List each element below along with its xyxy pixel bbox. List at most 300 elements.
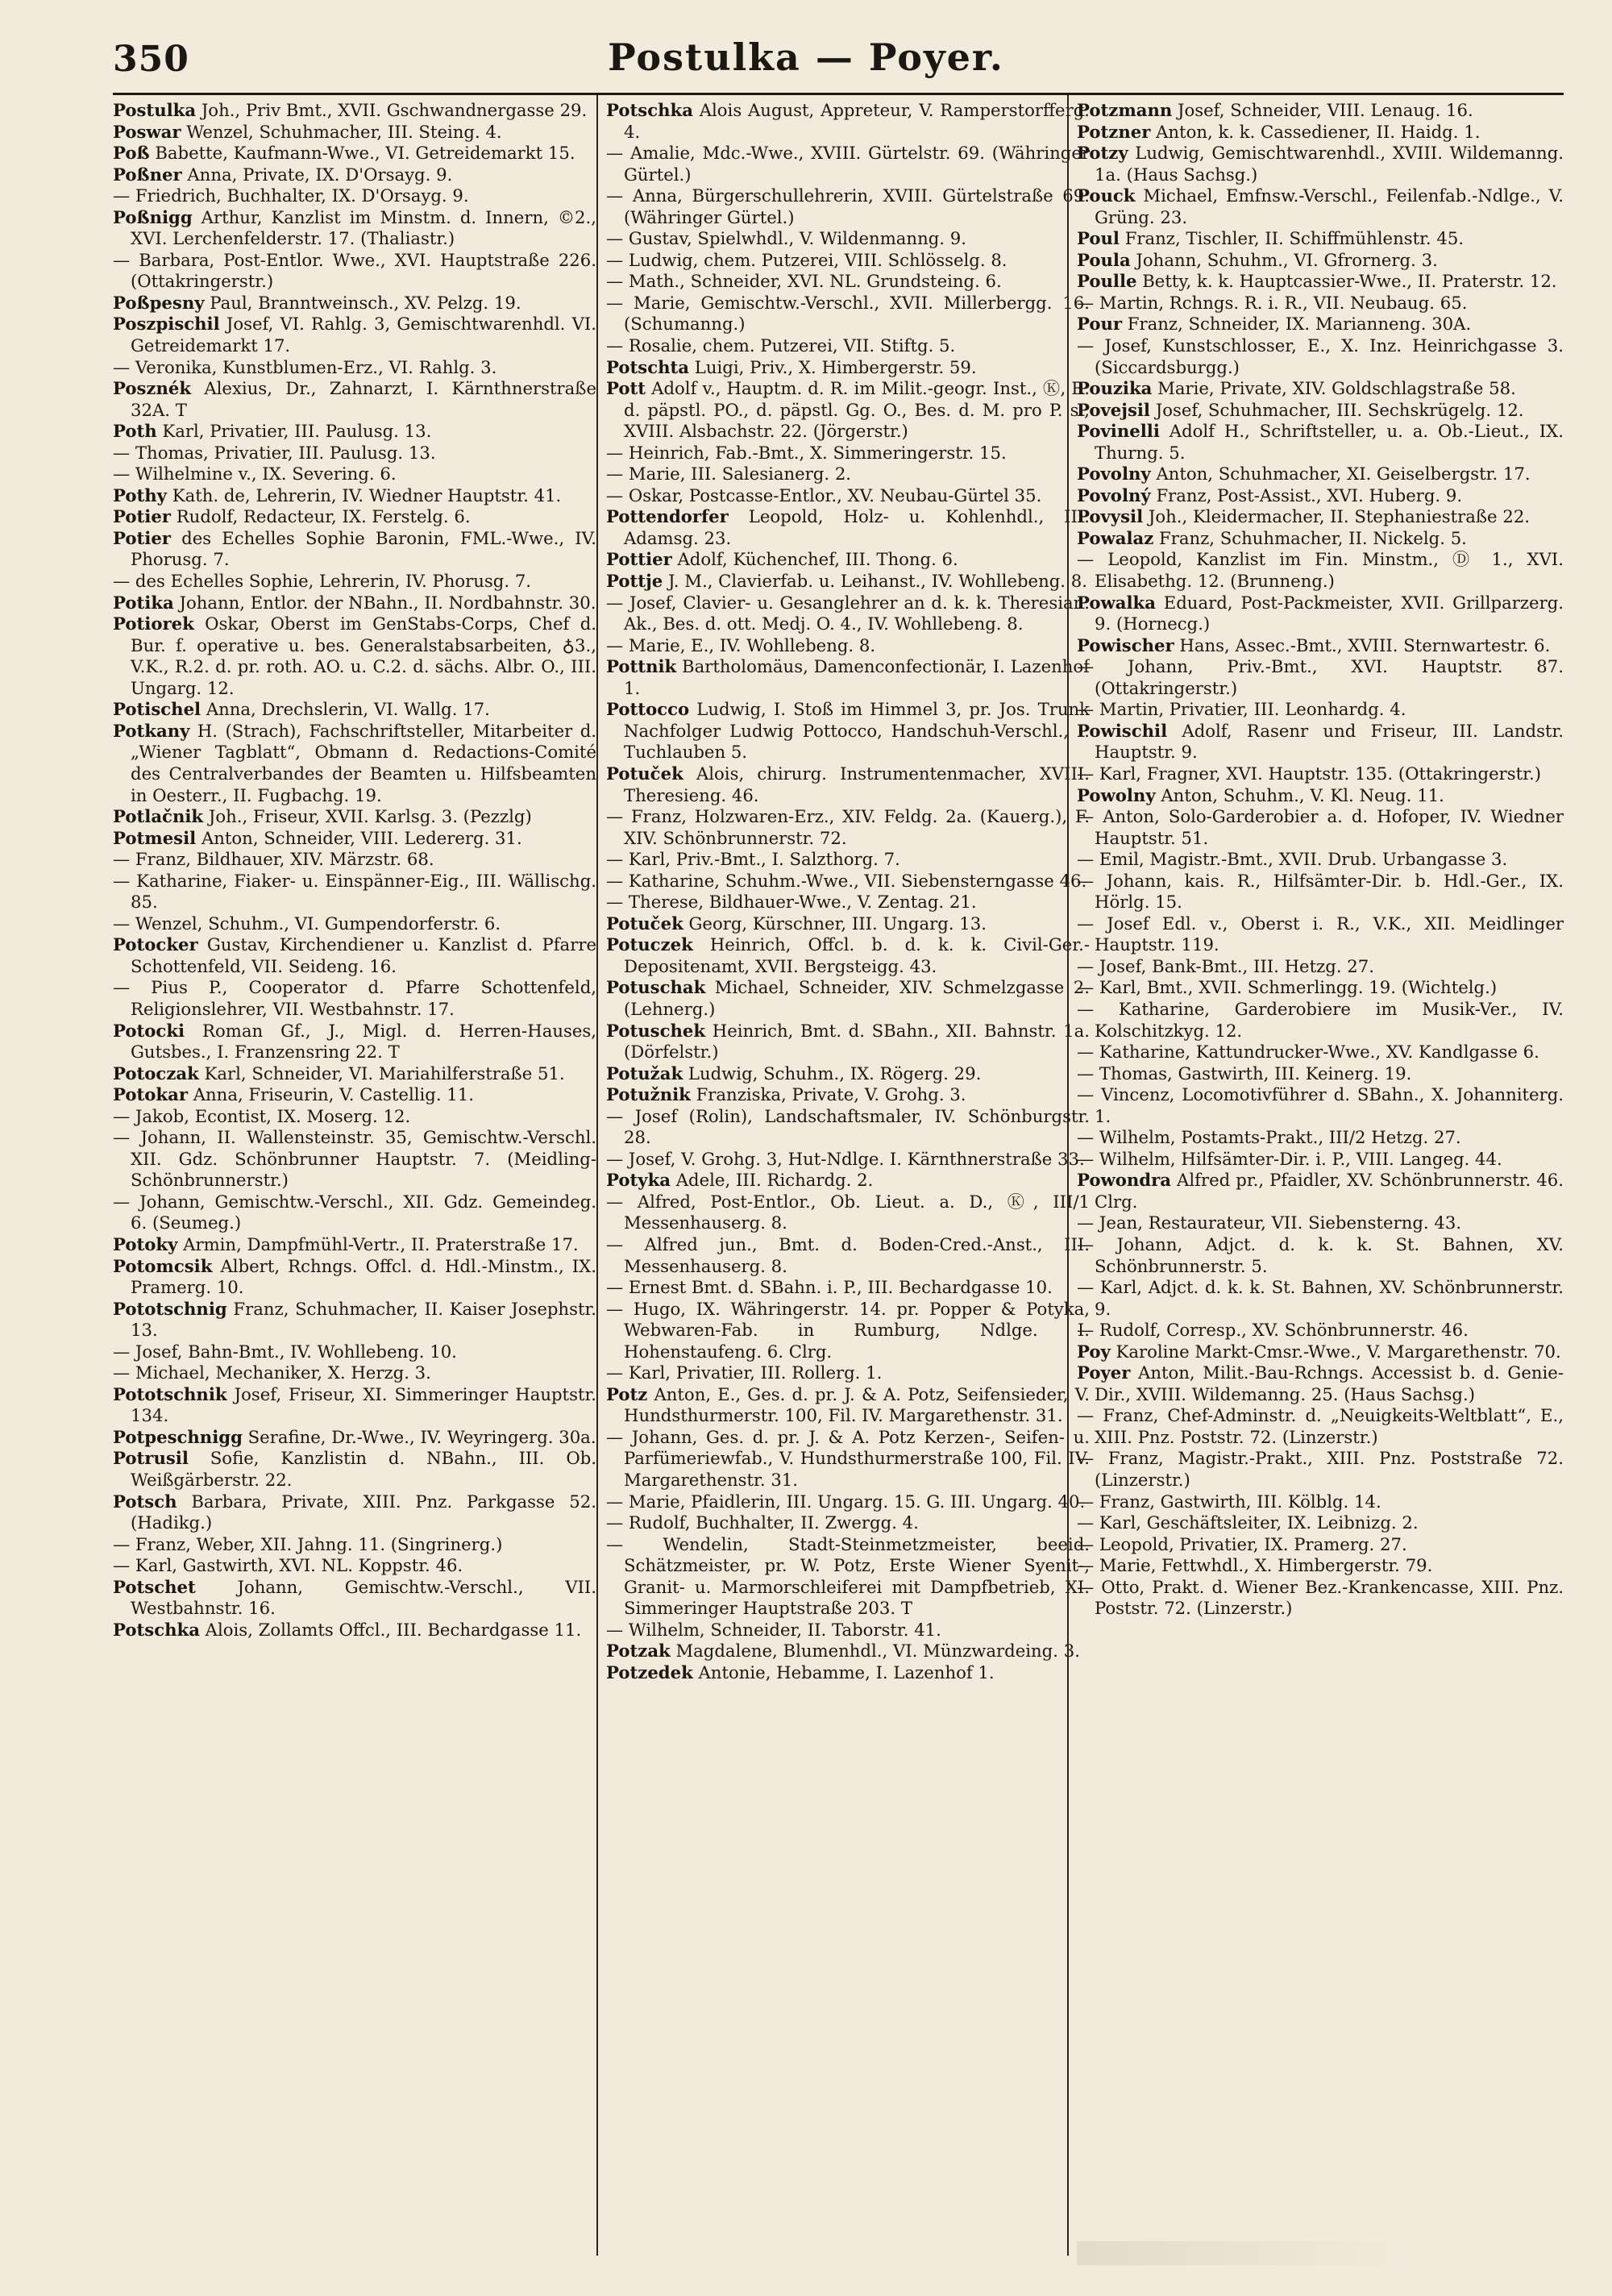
entry-details: Anton, Schneider, VIII. Ledererg. 31. <box>196 827 522 848</box>
directory-entry <box>113 506 596 528</box>
directory-entry <box>113 122 596 144</box>
entry-details: — Leopold, Kanzlist im Fin. Minstm., Ⓓ 1., XVI. Elisabethg. 12. (Brunneng.) <box>1077 549 1564 592</box>
entry-details: Georg, Kürschner, III. Ungarg. 13. <box>683 913 987 934</box>
entry-details: Luigi, Priv., X. Himbergerstr. 59. <box>689 356 977 377</box>
entry-details: Michael, Emfnsw.-Verschl., Feilenfab.-Ndlge., V. Grüng. 23. <box>1095 185 1564 227</box>
entry-surname: Powolny <box>1077 784 1156 805</box>
entry-details: — Hugo, IX. Währingerstr. 14. pr. Popper & Potyka, Webwaren-Fab. in Rumburg, Ndlge. I. Hohenstaufeng. 6. Clrg. <box>606 1298 1090 1362</box>
entry-details: Alois, chirurg. Instrumentenmacher, XVIII. Theresieng. 46. <box>624 763 1090 805</box>
directory-entry <box>606 1277 1090 1299</box>
directory-entry <box>606 593 1090 635</box>
entry-details: — Pius P., Cooperator d. Pfarre Schottenfeld, Religionslehrer, VII. Westbahnstr. 17. <box>113 977 596 1019</box>
entry-surname: Potschta <box>606 356 690 377</box>
entry-details: — Karl, Bmt., XVII. Schmerlingg. 19. (Wichtelg.) <box>1077 977 1498 998</box>
directory-entry <box>606 1234 1090 1277</box>
entry-details: — Franz, Weber, XII. Jahng. 11. (Singrinerg.) <box>113 1533 503 1554</box>
directory-entry <box>606 892 1090 913</box>
entry-details: — Katharine, Fiaker- u. Einspänner-Eig., III. Wällischg. 85. <box>113 870 596 913</box>
entry-details: Alois, Zollamts Offcl., III. Bechardgasse 11. <box>199 1619 582 1640</box>
entry-surname: Potuček <box>606 913 683 934</box>
directory-entry <box>113 1341 596 1363</box>
directory-entry <box>113 143 596 164</box>
directory-entry <box>113 1084 596 1106</box>
directory-entry <box>606 977 1090 1020</box>
directory-entry <box>113 1127 596 1192</box>
entry-surname: Potlačnik <box>113 806 204 827</box>
directory-entry <box>1077 185 1564 228</box>
entry-surname: Poth <box>113 421 157 442</box>
directory-entry <box>113 250 596 293</box>
directory-entry <box>1077 506 1564 528</box>
entry-details: — Rudolf, Corresp., XV. Schönbrunnerstr. 46. <box>1077 1320 1469 1341</box>
entry-surname: Pottendorfer <box>606 506 729 527</box>
entry-details: Ludwig, Gemischtwarenhdl., XVIII. Wildemanng. 1a. (Haus Sachsg.) <box>1095 143 1564 185</box>
directory-entry <box>606 357 1090 379</box>
entry-details: — Wenzel, Schuhm., VI. Gumpendorferstr. 6. <box>113 913 501 934</box>
directory-entry <box>1077 378 1564 400</box>
entry-surname: Powischer <box>1077 634 1174 655</box>
entry-details: Anna, Private, IX. D'Orsayg. 9. <box>181 164 453 185</box>
directory-entry <box>1077 314 1564 335</box>
entry-details: — Rudolf, Buchhalter, II. Zwergg. 4. <box>606 1512 919 1533</box>
entry-surname: Poß <box>113 143 150 164</box>
directory-entry <box>1077 271 1564 293</box>
entry-details: Rudolf, Redacteur, IX. Ferstelg. 6. <box>170 506 471 527</box>
entry-surname: Potika <box>113 592 174 613</box>
entry-details: Alexius, Dr., Zahnarzt, I. Kärnthnerstraße 32A. T <box>131 378 596 420</box>
entry-details: — Karl, Privatier, III. Rollerg. 1. <box>606 1362 883 1383</box>
entry-details: Johann, Gemischtw.-Verschl., VII. Westbahnstr. 16. <box>131 1576 596 1619</box>
entry-details: Wenzel, Schuhmacher, III. Steing. 4. <box>181 121 502 142</box>
directory-entry <box>1077 1170 1564 1212</box>
directory-entry <box>606 185 1090 228</box>
entry-details: — Josef, Bank-Bmt., III. Hetzg. 27. <box>1077 955 1374 976</box>
entry-details: Adolf, Rasenr und Friseur, III. Landstr. Hauptstr. 9. <box>1095 720 1564 763</box>
directory-entry <box>1077 721 1564 763</box>
directory-entry <box>606 934 1090 977</box>
directory-entry <box>1077 100 1564 122</box>
directory-entry <box>1077 421 1564 464</box>
entry-details: — Josef, Bahn-Bmt., IV. Wohllebeng. 10. <box>113 1341 457 1362</box>
entry-surname: Potmesil <box>113 827 197 848</box>
directory-entry <box>113 1534 596 1556</box>
directory-entry <box>606 549 1090 571</box>
entry-surname: Potužak <box>606 1063 683 1084</box>
entry-details: — Heinrich, Fab.-Bmt., X. Simmeringerstr. 15. <box>606 442 1007 463</box>
entry-details: Albert, Rchngs. Offcl. d. Hdl.-Minstm., IX. Pramerg. 10. <box>131 1255 596 1298</box>
header-rule <box>113 93 1564 95</box>
directory-entry <box>113 164 596 186</box>
entry-details: Johann, Schuhm., VI. Gfrornerg. 3. <box>1130 249 1438 270</box>
entry-surname: Poßpesny <box>113 292 205 313</box>
directory-entry <box>1077 956 1564 978</box>
entry-details: Anton, Milit.-Bau-Rchngs. Accessist b. d. Genie-Dir., XVIII. Wildemanng. 25. (Haus Sachsg.) <box>1095 1362 1564 1404</box>
directory-entry <box>606 1084 1090 1106</box>
entry-details: Anton, Schuhm., V. Kl. Neug. 11. <box>1155 784 1444 805</box>
directory-entry <box>606 443 1090 464</box>
entry-details: Josef, Schuhmacher, III. Sechskrügelg. 12. <box>1149 399 1524 420</box>
directory-entry <box>1077 806 1564 849</box>
entry-surname: Potsch <box>113 1491 177 1512</box>
entry-details: Joh., Priv Bmt., XVII. Gschwandnergasse 29. <box>196 100 588 120</box>
entry-surname: Povolny <box>1077 464 1151 485</box>
entry-surname: Potrusil <box>113 1448 189 1469</box>
entry-details: — Thomas, Gastwirth, III. Keinerg. 19. <box>1077 1063 1412 1084</box>
entry-details: — Josef, V. Grohg. 3, Hut-Ndlge. I. Kärnthnerstraße 33. <box>606 1148 1085 1169</box>
directory-entry <box>113 593 596 614</box>
entry-details: Gustav, Kirchendiener u. Kanzlist d. Pfarre Schottenfeld, VII. Seideng. 16. <box>131 934 596 976</box>
entry-details: — Martin, Privatier, III. Leonhardg. 4. <box>1077 699 1406 720</box>
entry-surname: Potier <box>113 506 171 527</box>
column-divider-1 <box>596 95 598 2256</box>
page-title: Postulka — Poyer. <box>608 35 1004 79</box>
entry-details: — Josef Edl. v., Oberst i. R., V.K., XII. Meidlinger Hauptstr. 119. <box>1077 913 1564 955</box>
directory-entry <box>606 571 1090 593</box>
entry-surname: Potoczak <box>113 1063 199 1084</box>
entry-details: Marie, Private, XIV. Goldschlagstraße 58. <box>1152 378 1516 399</box>
directory-entry <box>113 357 596 379</box>
entry-details: — Katharine, Kattundrucker-Wwe., XV. Kandlgasse 6. <box>1077 1042 1539 1063</box>
entry-surname: Potuschak <box>606 977 706 998</box>
column-2 <box>606 100 1090 2236</box>
entry-details: Karl, Privatier, III. Paulusg. 13. <box>156 421 432 442</box>
entry-details: Antonie, Hebamme, I. Lazenhof 1. <box>692 1662 995 1682</box>
directory-entry <box>606 1106 1090 1149</box>
entry-details: Anna, Drechslerin, VI. Wallg. 17. <box>201 699 490 720</box>
entry-details: Arthur, Kanzlist im Minstm. d. Innern, ©2., XVI. Lerchenfelderstr. 17. (Thaliastr.) <box>131 206 596 249</box>
entry-details: Alfred pr., Pfaidler, XV. Schönbrunnerstr. 46. Clrg. <box>1095 1170 1564 1212</box>
entry-details: Babette, Kaufmann-Wwe., VI. Getreidemarkt 15. <box>149 143 575 164</box>
directory-entry <box>606 293 1090 335</box>
entry-details: Joh., Friseur, XVII. Karlsg. 3. (Pezzlg) <box>203 806 532 827</box>
entry-details: — Rosalie, chem. Putzerei, VII. Stiftg. 5. <box>606 335 956 356</box>
directory-entry <box>113 314 596 356</box>
entry-details: Adolf, Küchenchef, III. Thong. 6. <box>671 549 958 570</box>
entry-surname: Poula <box>1077 249 1131 270</box>
entry-surname: Potz <box>606 1383 648 1404</box>
entry-surname: Potschet <box>113 1576 196 1597</box>
directory-entry <box>113 828 596 850</box>
entry-details: — Jakob, Econtist, IX. Moserg. 12. <box>113 1105 411 1126</box>
entry-details: Franziska, Private, V. Grohg. 3. <box>690 1084 966 1105</box>
entry-details: — Veronika, Kunstblumen-Erz., VI. Rahlg. 3. <box>113 356 497 377</box>
entry-surname: Poßnigg <box>113 206 193 227</box>
entry-surname: Potischel <box>113 699 202 720</box>
entry-surname: Potier <box>113 527 171 548</box>
directory-entry <box>113 485 596 507</box>
entry-surname: Poulle <box>1077 271 1137 292</box>
directory-entry <box>606 635 1090 657</box>
entry-surname: Povejsil <box>1077 399 1150 420</box>
directory-entry <box>1077 1555 1564 1577</box>
directory-entry <box>606 1491 1090 1513</box>
directory-entry <box>113 443 596 464</box>
directory-entry <box>1077 335 1564 378</box>
directory-entry <box>1077 549 1564 592</box>
entry-details: Alois August, Appreteur, V. Ramperstorfferg. 4. <box>624 100 1090 142</box>
entry-surname: Potzmann <box>1077 100 1173 120</box>
entry-details: Josef, Friseur, XI. Simmeringer Hauptstr. 134. <box>131 1383 596 1426</box>
directory-entry <box>1077 977 1564 999</box>
entry-details: Serafine, Dr.-Wwe., IV. Weyringerg. 30a. <box>242 1426 596 1447</box>
entry-surname: Pottier <box>606 549 672 570</box>
directory-entry <box>1077 1491 1564 1513</box>
directory-entry <box>113 1384 596 1427</box>
directory-entry <box>1077 849 1564 871</box>
entry-surname: Potyka <box>606 1170 671 1191</box>
directory-entry <box>1077 528 1564 550</box>
entry-details: — Franz, Chef-Adminstr. d. „Neuigkeits-Weltblatt“, E., XIII. Pnz. Poststr. 72. (Linzerstr.) <box>1077 1405 1564 1447</box>
directory-entry <box>113 1620 596 1641</box>
directory-entry <box>606 1362 1090 1384</box>
entry-surname: Pour <box>1077 314 1123 335</box>
directory-entry <box>1077 1341 1564 1363</box>
directory-entry <box>606 871 1090 892</box>
entry-surname: Povolný <box>1077 485 1151 505</box>
entry-details: — des Echelles Sophie, Lehrerin, IV. Phorusg. 7. <box>113 571 532 592</box>
entry-details: Ludwig, Schuhm., IX. Rögerg. 29. <box>683 1063 982 1084</box>
entry-details: H. (Strach), Fachschriftsteller, Mitarbeiter d. „Wiener Tagblatt“, Obmann d. Redactions-Comité des Centralverbandes der Beamten u. Hilfsbeamten in Oesterr., II. Fugbachg. 19. <box>131 720 596 805</box>
entry-surname: Pototschnig <box>113 1298 227 1319</box>
entry-details: — Oskar, Postcasse-Entlor., XV. Neubau-Gürtel 35. <box>606 485 1042 505</box>
page-number: 350 <box>113 39 189 80</box>
entry-details: — Ludwig, chem. Putzerei, VIII. Schlösselg. 8. <box>606 249 1008 270</box>
directory-entry <box>1077 143 1564 185</box>
entry-details: — Leopold, Privatier, IX. Pramerg. 27. <box>1077 1533 1407 1554</box>
entry-surname: Poy <box>1077 1341 1111 1362</box>
directory-entry <box>606 271 1090 293</box>
directory-entry <box>1077 999 1564 1042</box>
entry-surname: Poswar <box>113 121 181 142</box>
entry-details: Roman Gf., J., Migl. d. Herren-Hauses, Gutsbes., I. Franzensring 22. T <box>131 1020 596 1063</box>
entry-surname: Potuschek <box>606 1020 706 1041</box>
entry-surname: Pottje <box>606 571 663 592</box>
directory-entry <box>606 913 1090 935</box>
entry-surname: Potzner <box>1077 121 1151 142</box>
directory-entry <box>113 207 596 250</box>
entry-details: Armin, Dampfmühl-Vertr., II. Praterstraße 17. <box>177 1233 579 1254</box>
entry-surname: Potzedek <box>606 1662 693 1682</box>
entry-surname: Potocker <box>113 934 198 955</box>
directory-entry <box>606 656 1090 699</box>
directory-entry <box>606 1299 1090 1363</box>
column-divider-2 <box>1067 95 1069 2256</box>
entry-details: — Math., Schneider, XVI. NL. Grundsteing. 6. <box>606 271 1002 292</box>
entry-surname: Povysil <box>1077 506 1144 527</box>
entry-details: — Johann, Adjct. d. k. k. St. Bahnen, XV. Schönbrunnerstr. 5. <box>1077 1233 1564 1276</box>
directory-entry <box>113 571 596 593</box>
directory-entry <box>113 1448 596 1491</box>
directory-entry <box>1077 400 1564 422</box>
directory-entry <box>113 528 596 571</box>
entry-details: Bartholomäus, Damenconfectionär, I. Lazenhof 1. <box>624 656 1090 698</box>
directory-entry <box>1077 1277 1564 1320</box>
entry-details: Josef, VI. Rahlg. 3, Gemischtwarenhdl. VI. Getreidemarkt 17. <box>131 314 596 356</box>
entry-surname: Poul <box>1077 228 1120 249</box>
entry-surname: Pott <box>606 378 646 399</box>
directory-entry <box>113 1021 596 1063</box>
directory-entry <box>113 806 596 828</box>
entry-details: — Karl, Priv.-Bmt., I. Salzthorg. 7. <box>606 849 900 870</box>
entry-details: Leopold, Holz- u. Kohlenhdl., III. Adamsg. 23. <box>624 506 1090 548</box>
entry-surname: Pottnik <box>606 656 677 677</box>
entry-details: Adolf v., Hauptm. d. R. im Milit.-geogr. Inst., Ⓚ, R. d. päpstl. PO., d. päpstl. Gg. O., Bes. d. M. pro P. s., XVIII. Alsbachstr. 22. (Jörgerstr.) <box>624 378 1090 442</box>
entry-details: Kath. de, Lehrerin, IV. Wiedner Hauptstr. 41. <box>167 485 562 505</box>
entry-details: Magdalene, Blumenhdl., VI. Münzwardeing. 3. <box>670 1641 1080 1662</box>
entry-details: — Therese, Bildhauer-Wwe., V. Zentag. 21. <box>606 892 977 913</box>
directory-entry <box>113 1299 596 1341</box>
directory-entry <box>113 1106 596 1128</box>
paper-stain <box>1077 2241 1415 2265</box>
entry-details: — Franz, Magistr.-Prakt., XIII. Pnz. Poststraße 72. (Linzerstr.) <box>1077 1448 1564 1490</box>
column-1 <box>113 100 596 2252</box>
directory-entry <box>1077 1149 1564 1171</box>
entry-details: — Karl, Gastwirth, XVI. NL. Koppstr. 46. <box>113 1555 463 1576</box>
entry-details: Ludwig, I. Stoß im Himmel 3, pr. Jos. Trunk Nachfolger Ludwig Pottocco, Handschuh-Verschl., I. Tuchlauben 5. <box>624 699 1090 763</box>
entry-details: — Katharine, Schuhm.-Wwe., VII. Siebensterngasse 46. <box>606 870 1087 891</box>
directory-entry <box>606 1534 1090 1620</box>
directory-entry <box>1077 1512 1564 1534</box>
directory-entry <box>606 1149 1090 1171</box>
entry-surname: Poyer <box>1077 1362 1131 1383</box>
directory-entry <box>1077 785 1564 807</box>
directory-entry <box>1077 1448 1564 1491</box>
entry-surname: Pothy <box>113 485 167 505</box>
directory-entry <box>113 1234 596 1256</box>
directory-entry <box>113 913 596 935</box>
directory-entry <box>1077 1063 1564 1085</box>
entry-details: — Franz, Holzwaren-Erz., XIV. Feldg. 2a. (Kauerg.), F. XIV. Schönbrunnerstr. 72. <box>606 806 1090 848</box>
directory-entry <box>113 1555 596 1577</box>
entry-details: — Josef, Kunstschlosser, E., X. Inz. Heinrichgasse 3. (Siccardsburgg.) <box>1077 335 1564 377</box>
directory-entry <box>113 293 596 314</box>
entry-details: Anton, Schuhmacher, XI. Geiselbergstr. 17. <box>1150 464 1531 485</box>
entry-details: — Wilhelm, Postamts-Prakt., III/2 Hetzg. 27. <box>1077 1127 1461 1148</box>
entry-surname: Potuczek <box>606 934 693 955</box>
entry-surname: Pouck <box>1077 185 1136 206</box>
entry-surname: Posznék <box>113 378 192 399</box>
entry-surname: Potkany <box>113 720 190 741</box>
entry-surname: Powondra <box>1077 1170 1171 1191</box>
entry-details: Heinrich, Offcl. b. d. k. k. Civil-Ger.-Depositenamt, XVII. Bergsteigg. 43. <box>624 934 1090 976</box>
entry-surname: Poszpischil <box>113 314 220 335</box>
entry-surname: Powischil <box>1077 720 1168 741</box>
entry-surname: Postulka <box>113 100 197 120</box>
entry-details: — Johann, II. Wallensteinstr. 35, Gemischtw.-Verschl. XII. Gdz. Schönbrunner Hauptstr. 7. (Meidling-Schönbrunnerstr.) <box>113 1127 596 1191</box>
entry-details: — Josef, Clavier- u. Gesanglehrer an d. k. k. Theresian. Ak., Bes. d. ott. Medj. O. 4., IV. Wohllebeng. 8. <box>606 592 1090 634</box>
entry-details: — Otto, Prakt. d. Wiener Bez.-Krankencasse, XIII. Pnz. Poststr. 72. (Linzerstr.) <box>1077 1576 1564 1619</box>
directory-entry <box>113 849 596 871</box>
entry-details: — Johann, Gemischtw.-Verschl., XII. Gdz. Gemeindeg. 6. (Seumeg.) <box>113 1191 596 1233</box>
entry-details: Heinrich, Bmt. d. SBahn., XII. Bahnstr. 1a. (Dörfelstr.) <box>624 1020 1090 1063</box>
entry-details: — Michael, Mechaniker, X. Herzg. 3. <box>113 1362 431 1383</box>
entry-details: Franz, Post-Assist., XVI. Huberg. 9. <box>1150 485 1463 505</box>
entry-details: Hans, Assec.-Bmt., XVIII. Sternwartestr. 6. <box>1174 634 1551 655</box>
entry-details: — Alfred jun., Bmt. d. Boden-Cred.-Anst., III. Messenhauserg. 8. <box>606 1233 1090 1276</box>
entry-details: Michael, Schneider, XIV. Schmelzgasse 2. (Lehnerg.) <box>624 977 1090 1019</box>
entry-details: — Franz, Bildhauer, XIV. Märzstr. 68. <box>113 849 434 870</box>
entry-details: — Thomas, Privatier, III. Paulusg. 13. <box>113 442 436 463</box>
directory-entry <box>113 614 596 699</box>
entry-details: — Barbara, Post-Entlor. Wwe., XVI. Hauptstraße 226. (Ottakringerstr.) <box>113 249 596 292</box>
entry-surname: Poßner <box>113 164 182 185</box>
entry-details: — Wilhelmine v., IX. Severing. 6. <box>113 464 397 485</box>
directory-entry <box>606 699 1090 763</box>
entry-surname: Potomcsik <box>113 1255 213 1276</box>
entry-details: — Anton, Solo-Garderobier a. d. Hofoper, IV. Wiedner Hauptstr. 51. <box>1077 806 1564 848</box>
directory-entry <box>1077 913 1564 956</box>
directory-entry <box>113 1577 596 1620</box>
directory-entry <box>606 1427 1090 1491</box>
entry-details: — Katharine, Garderobiere im Musik-Ver., IV. Kolschitzkyg. 12. <box>1077 998 1564 1041</box>
directory-entry <box>606 1063 1090 1085</box>
entry-details: — Jean, Restaurateur, VII. Siebensterng. 43. <box>1077 1212 1462 1233</box>
entry-details: Sofie, Kanzlistin d. NBahn., III. Ob. Weißgärberstr. 22. <box>131 1448 596 1490</box>
directory-entry <box>1077 1212 1564 1234</box>
directory-entry <box>606 250 1090 272</box>
directory-entry <box>1077 1127 1564 1149</box>
directory-entry <box>1077 1234 1564 1277</box>
entry-details: — Johann, Priv.-Bmt., XVI. Hauptstr. 87. (Ottakringerstr.) <box>1077 656 1564 698</box>
entry-surname: Potiorek <box>113 614 194 634</box>
entry-details: — Anna, Bürgerschullehrerin, XVIII. Gürtelstraße 69. (Währinger Gürtel.) <box>606 185 1090 227</box>
directory-entry <box>113 1063 596 1085</box>
directory-entry <box>606 335 1090 357</box>
entry-details: — Gustav, Spielwhdl., V. Wildenmanng. 9. <box>606 228 966 249</box>
entry-surname: Pouzika <box>1077 378 1153 399</box>
entry-details: Adolf H., Schriftsteller, u. a. Ob.-Lieut., IX. Thurng. 5. <box>1095 421 1564 463</box>
directory-entry <box>113 1256 596 1299</box>
directory-entry <box>1077 485 1564 507</box>
directory-entry <box>1077 293 1564 314</box>
directory-entry <box>606 763 1090 806</box>
entry-surname: Povinelli <box>1077 421 1160 442</box>
directory-entry <box>606 1384 1090 1427</box>
entry-surname: Powalka <box>1077 592 1156 613</box>
entry-details: Adele, III. Richardg. 2. <box>671 1170 874 1191</box>
entry-details: — Johann, kais. R., Hilfsämter-Dir. b. Hdl.-Ger., IX. Hörlg. 15. <box>1077 870 1564 913</box>
entry-details: Anton, k. k. Cassediener, II. Haidg. 1. <box>1150 121 1481 142</box>
directory-entry <box>606 100 1090 143</box>
entry-surname: Potzak <box>606 1641 671 1662</box>
directory-entry <box>1077 464 1564 485</box>
entry-details: — Marie, E., IV. Wohllebeng. 8. <box>606 634 876 655</box>
directory-entry <box>606 378 1090 443</box>
entry-details: — Wilhelm, Hilfsämter-Dir. i. P., VIII. Langeg. 44. <box>1077 1148 1502 1169</box>
directory-entry <box>113 1192 596 1234</box>
entry-details: Karl, Schneider, VI. Mariahilferstraße 51. <box>198 1063 565 1084</box>
directory-entry <box>113 100 596 122</box>
entry-surname: Potokar <box>113 1084 188 1105</box>
entry-details: — Vincenz, Locomotivführer d. SBahn., X. Johanniterg. 1. <box>1077 1084 1564 1126</box>
entry-details: Anton, E., Ges. d. pr. J. & A. Potz, Seifensieder, V. Hundsthurmerstr. 100, Fil. IV. Margarethenstr. 31. <box>624 1383 1090 1426</box>
entry-details: — Karl, Geschäftsleiter, IX. Leibnizg. 2. <box>1077 1512 1419 1533</box>
directory-entry <box>606 1021 1090 1063</box>
entry-surname: Potuček <box>606 763 683 784</box>
entry-surname: Potpeschnigg <box>113 1426 243 1447</box>
entry-details: Barbara, Private, XIII. Pnz. Parkgasse 52. (Hadikg.) <box>131 1491 596 1533</box>
directory-entry <box>606 1192 1090 1234</box>
directory-entry <box>606 806 1090 849</box>
directory-entry <box>1077 228 1564 250</box>
directory-entry <box>1077 871 1564 913</box>
entry-surname: Potschka <box>113 1619 200 1640</box>
directory-entry <box>1077 1084 1564 1127</box>
directory-entry <box>606 1641 1090 1662</box>
directory-entry <box>113 421 596 443</box>
entry-surname: Pototschnik <box>113 1383 227 1404</box>
entry-surname: Potocki <box>113 1020 185 1041</box>
